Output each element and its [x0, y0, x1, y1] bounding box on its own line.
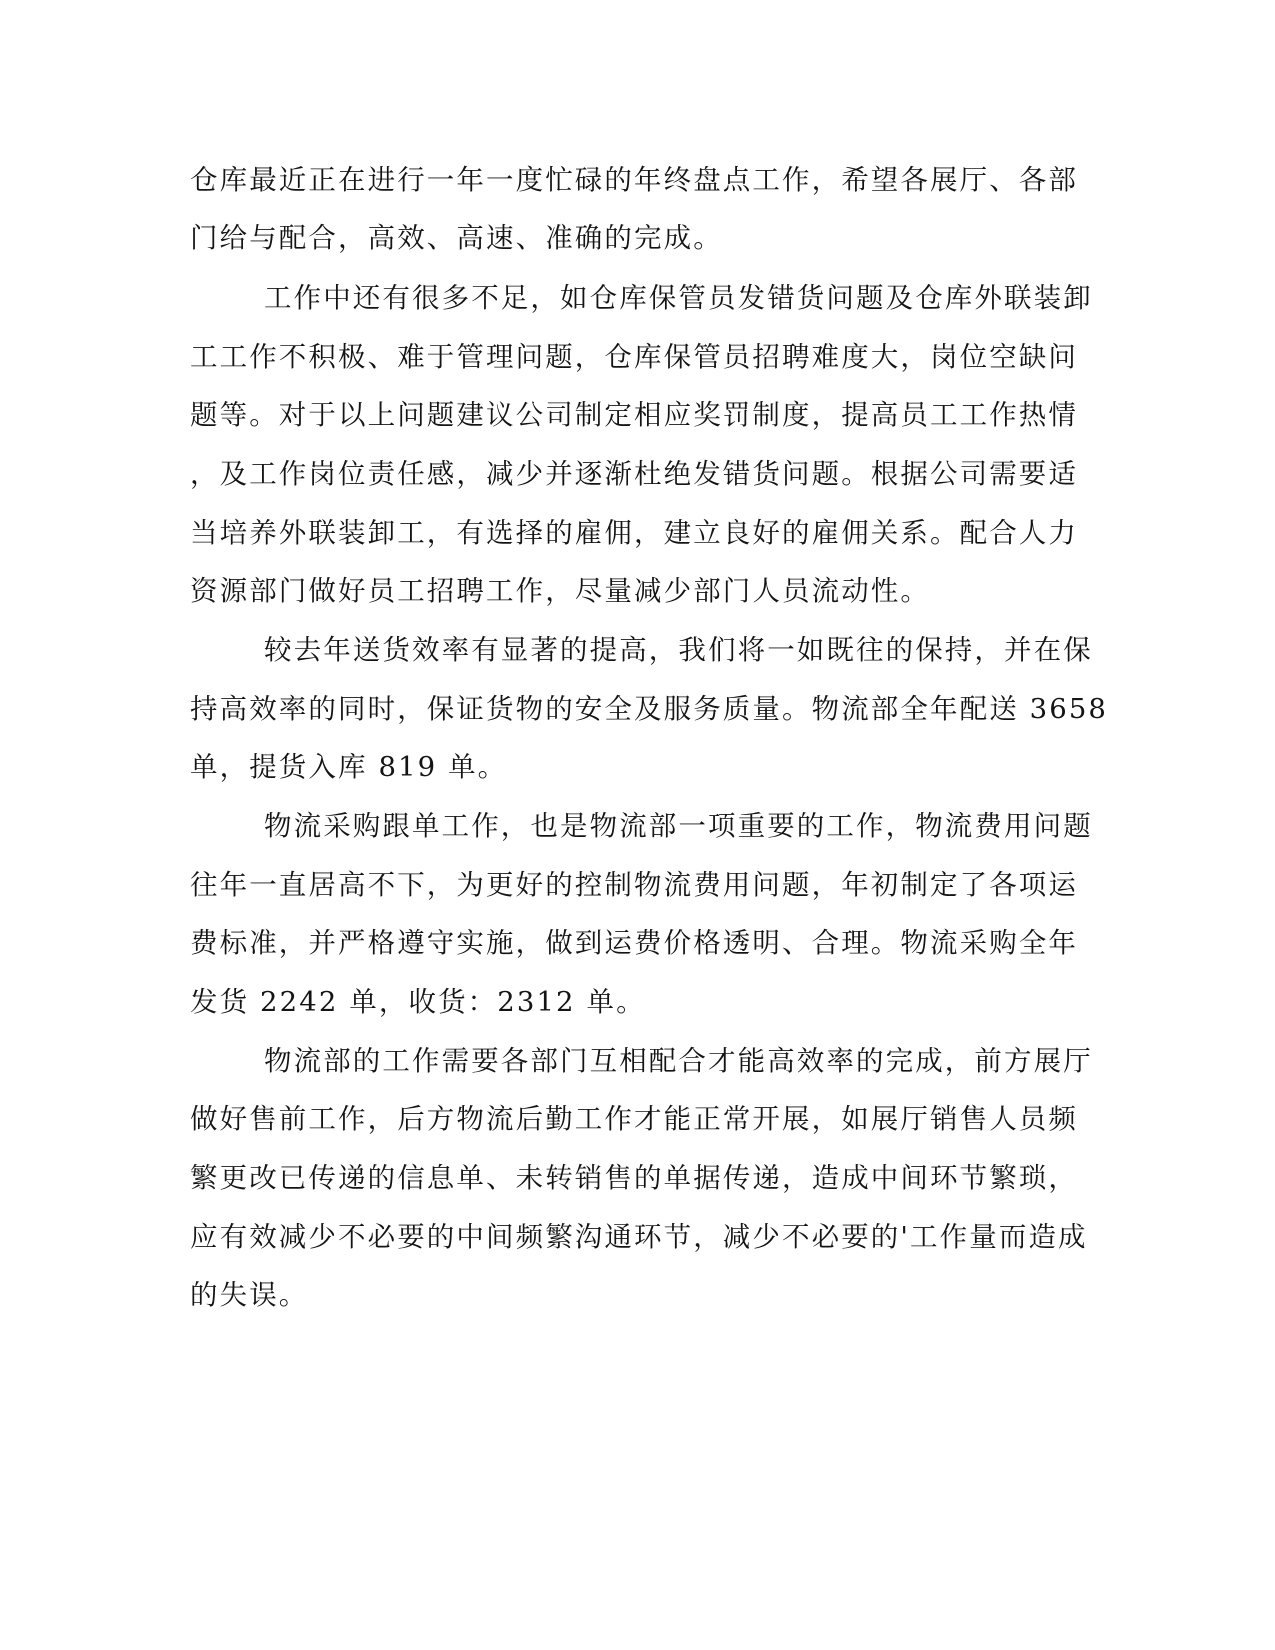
- paragraph-4-line-2: 往年一直居高不下，为更好的控制物流费用问题，年初制定了各项运: [190, 869, 1078, 901]
- paragraph-1-line-2: 门给与配合，高效、高速、准确的完成。: [190, 222, 723, 254]
- paragraph-2-line-1: 工作中还有很多不足，如仓库保管员发错货问题及仓库外联装卸: [264, 282, 1093, 314]
- paragraph-2-line-6: 资源部门做好员工招聘工作，尽量减少部门人员流动性。: [190, 575, 930, 607]
- paragraph-2-line-5: 当培养外联装卸工，有选择的雇佣，建立良好的雇佣关系。配合人力: [190, 517, 1078, 549]
- paragraph-2-line-3: 题等。对于以上问题建议公司制定相应奖罚制度，提高员工工作热情: [190, 399, 1078, 431]
- paragraph-4-line-1: 物流采购跟单工作，也是物流部一项重要的工作，物流费用问题: [264, 810, 1093, 842]
- paragraph-3-line-2: 持高效率的同时，保证货物的安全及服务质量。物流部全年配送 3658: [190, 693, 1109, 725]
- paragraph-5-line-4: 应有效减少不必要的中间频繁沟通环节，减少不必要的'工作量而造成: [190, 1221, 1088, 1253]
- paragraph-5-line-1: 物流部的工作需要各部门互相配合才能高效率的完成，前方展厅: [264, 1045, 1093, 1077]
- paragraph-2-line-2: 工工作不积极、难于管理问题，仓库保管员招聘难度大，岗位空缺问: [190, 341, 1078, 373]
- paragraph-3-line-1: 较去年送货效率有显著的提高，我们将一如既往的保持，并在保: [264, 634, 1093, 666]
- paragraph-3-line-3: 单，提货入库 819 单。: [190, 751, 508, 783]
- paragraph-5-line-2: 做好售前工作，后方物流后勤工作才能正常开展，如展厅销售人员频: [190, 1103, 1078, 1135]
- paragraph-4-line-4: 发货 2242 单，收货：2312 单。: [190, 986, 646, 1018]
- paragraph-5-line-3: 繁更改已传递的信息单、未转销售的单据传递，造成中间环节繁琐，: [190, 1162, 1078, 1194]
- paragraph-1-line-1: 仓库最近正在进行一年一度忙碌的年终盘点工作，希望各展厅、各部: [190, 164, 1078, 196]
- paragraph-2-line-4: ，及工作岗位责任感，减少并逐渐杜绝发错货问题。根据公司需要适: [190, 458, 1078, 490]
- paragraph-5-line-5: 的失误。: [190, 1279, 309, 1311]
- paragraph-4-line-3: 费标准，并严格遵守实施，做到运费价格透明、合理。物流采购全年: [190, 927, 1078, 959]
